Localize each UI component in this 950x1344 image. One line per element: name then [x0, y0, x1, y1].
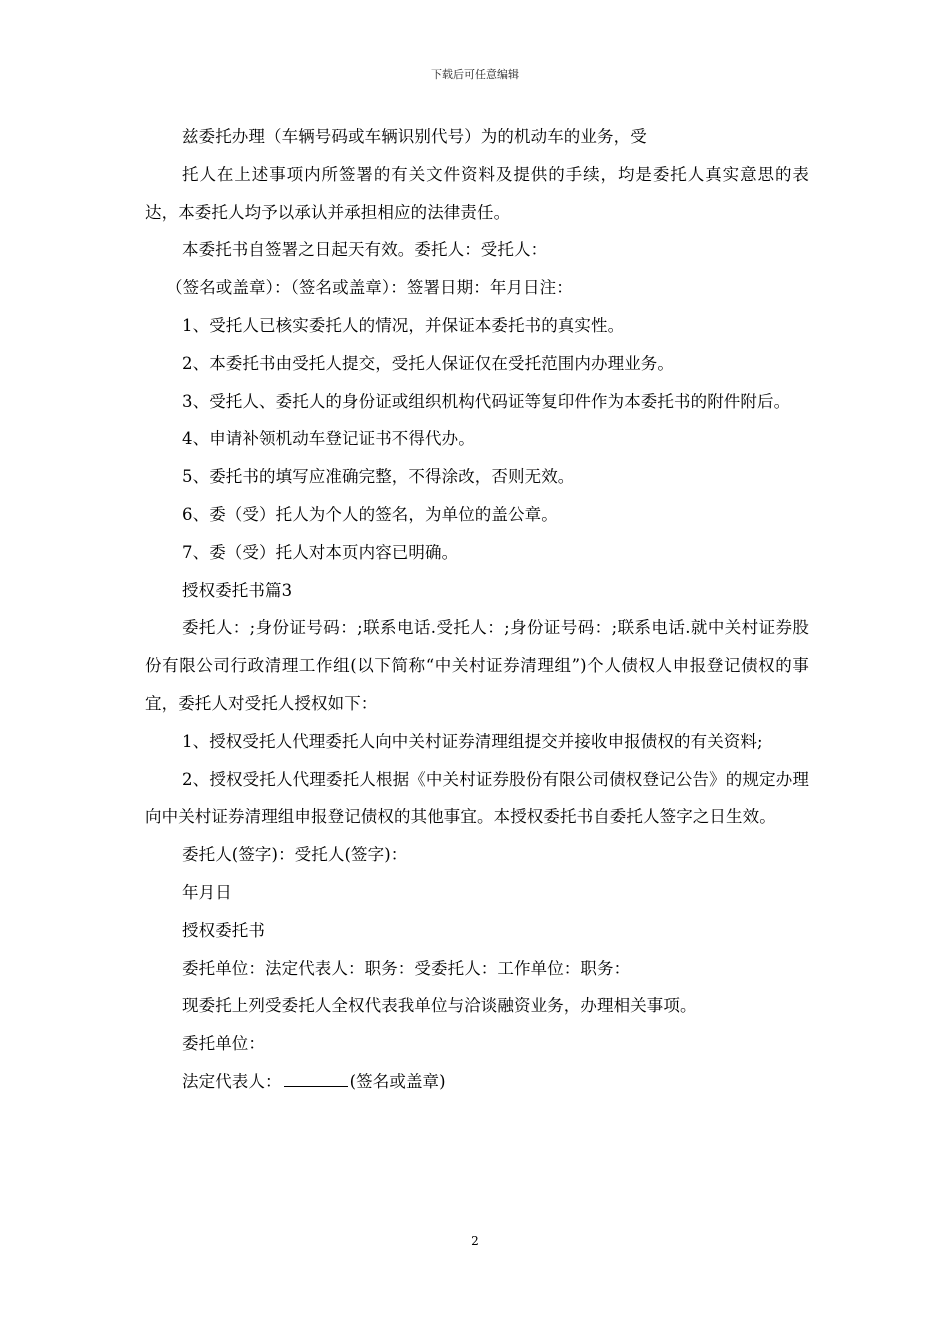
signature-blank: [284, 1066, 348, 1087]
paragraph: 年月日: [182, 882, 232, 902]
paragraph: 本委托书自签署之日起天有效。委托人：受托人：: [182, 240, 548, 260]
paragraph: 委托人(签字)：受托人(签字)：: [182, 845, 408, 865]
paragraph: 委托单位：法定代表人：职务：受委托人：工作单位：职务：: [182, 958, 631, 978]
paragraph: 4、申请补领机动车登记证书不得代办。: [182, 429, 475, 449]
paragraph: 5、委托书的填写应准确完整，不得涂改，否则无效。: [182, 467, 575, 487]
paragraph: 6、委（受）托人为个人的签名，为单位的盖公章。: [182, 504, 558, 524]
page-number: 2: [471, 1234, 479, 1248]
paragraph: 7、委（受）托人对本页内容已明确。: [182, 542, 459, 562]
section-heading: 授权委托书: [182, 920, 265, 940]
paragraph: 委托人：;身份证号码：;联系电话.受托人：;身份证号码：;联系电话.就中关村证券股份有限公司行政清理工作组(以下简称“中关村证券清理组”)个人债权人申报登记债权的事宜，委托人对受托人授权如下：: [145, 618, 809, 713]
paragraph: 2、授权受托人代理委托人根据《中关村证券股份有限公司债权登记公告》的规定办理向中关村证券清理组申报登记债权的其他事宜。本授权委托书自委托人签字之日生效。: [145, 769, 809, 827]
signature-note: (签名或盖章): [349, 1071, 446, 1091]
signature-label: 法定代表人：: [182, 1071, 282, 1091]
paragraph: 2、本委托书由受托人提交，受托人保证仅在受托范围内办理业务。: [182, 353, 674, 373]
document-body: [145, 118, 809, 1101]
paragraph: 1、授权受托人代理委托人向中关村证券清理组提交并接收申报债权的有关资料;: [182, 731, 763, 751]
paragraph: （签名或盖章）：（签名或盖章）：签署日期：年月日注：: [166, 278, 573, 298]
paragraph: 托人在上述事项内所签署的有关文件资料及提供的手续，均是委托人真实意思的表达，本委托人均予以承认并承担相应的法律责任。: [145, 164, 809, 222]
section-heading: 授权委托书篇3: [182, 580, 293, 600]
paragraph: 委托单位：: [182, 1034, 265, 1054]
paragraph: 兹委托办理（车辆号码或车辆识别代号）为的机动车的业务，受: [182, 127, 647, 146]
signature-line: [145, 1063, 809, 1101]
paragraph: 1、受托人已核实委托人的情况，并保证本委托书的真实性。: [182, 315, 625, 335]
paragraph: 3、受托人、委托人的身份证或组织机构代码证等复印件作为本委托书的附件附后。: [182, 391, 791, 411]
page-header: 下载后可任意编辑: [431, 68, 519, 81]
paragraph: 现委托上列受委托人全权代表我单位与洽谈融资业务，办理相关事项。: [182, 996, 697, 1016]
